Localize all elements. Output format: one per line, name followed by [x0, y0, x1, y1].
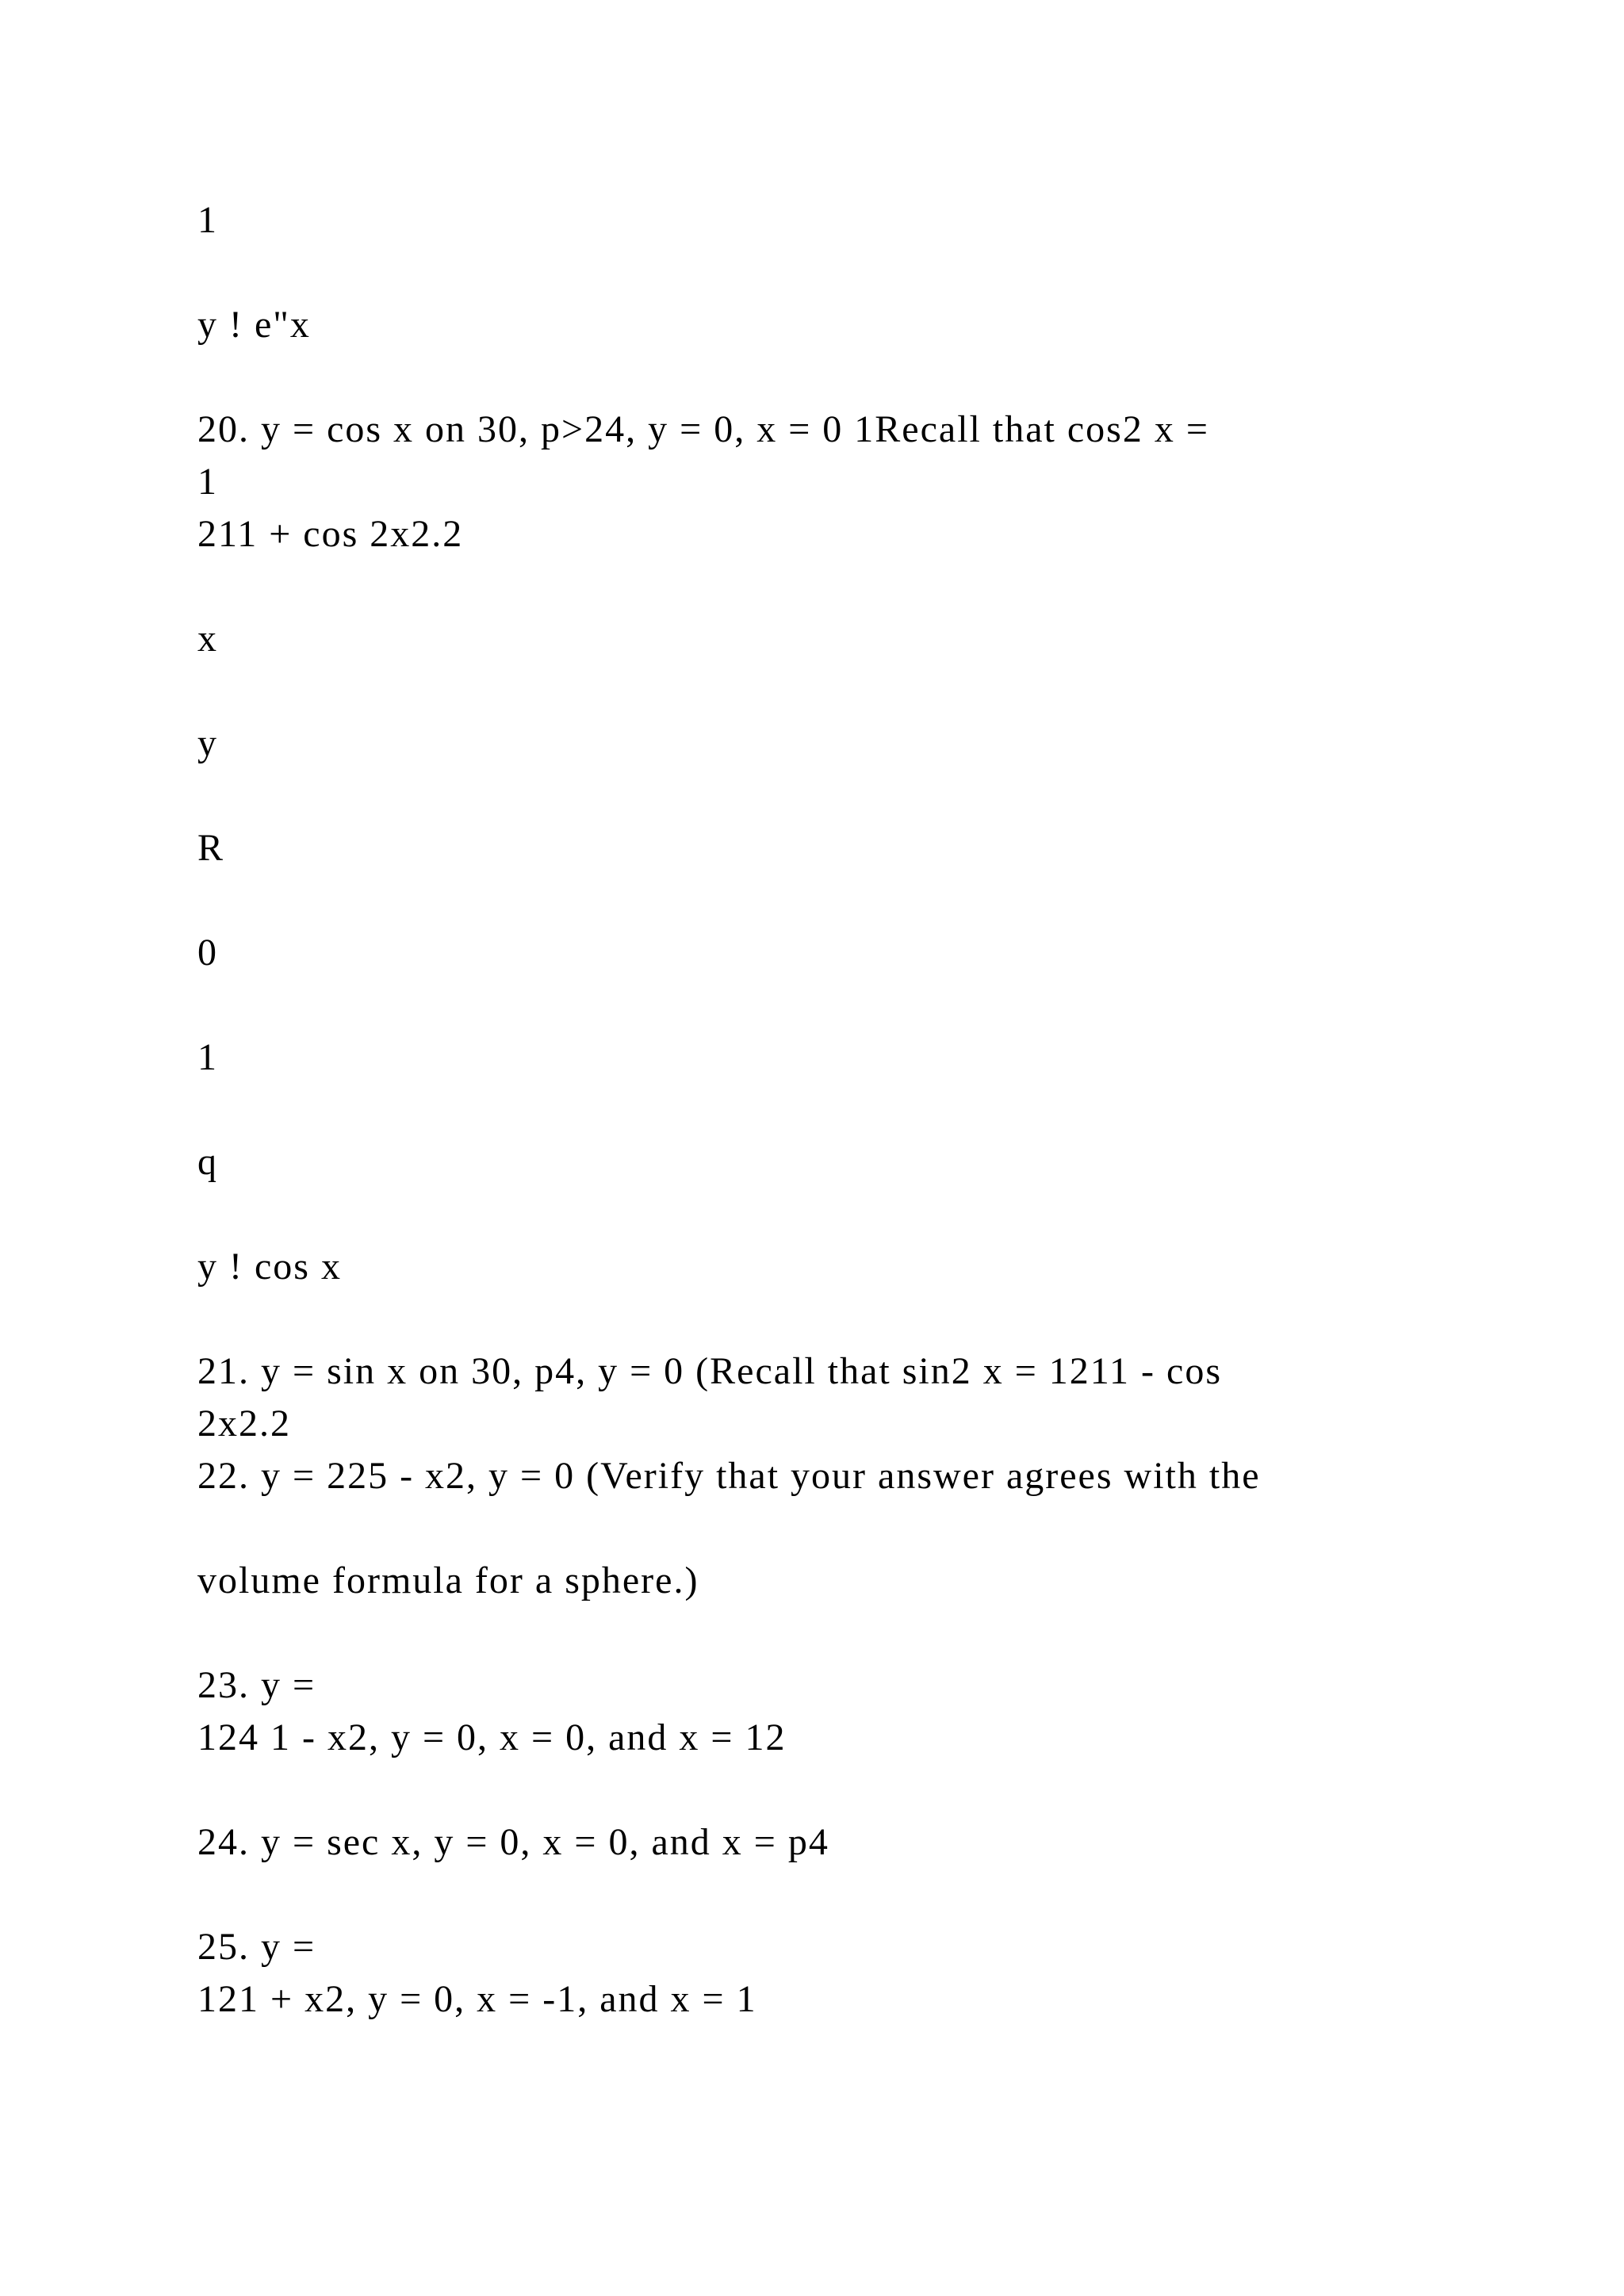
text-line: 2x2.2 [197, 1402, 291, 1445]
text-line: 24. y = sec x, y = 0, x = 0, and x = p4 [197, 1821, 829, 1863]
text-line: y [197, 722, 218, 764]
text-line: 25. y = [197, 1926, 316, 1968]
text-line: 1 [197, 1036, 218, 1078]
text-line: 0 [197, 932, 218, 974]
text-line: 21. y = sin x on 30, p4, y = 0 (Recall that sin2 x = 1211 - cos [197, 1350, 1222, 1392]
text-line: 1 [197, 199, 218, 241]
text-line: R [197, 827, 225, 869]
text-line: 124 1 - x2, y = 0, x = 0, and x = 12 [197, 1716, 787, 1758]
text-line: 23. y = [197, 1664, 316, 1706]
text-line: q [197, 1141, 218, 1183]
text-line: volume formula for a sphere.) [197, 1559, 699, 1601]
text-line: 1 [197, 461, 218, 503]
text-line: y ! e"x [197, 304, 311, 346]
text-line: 211 + cos 2x2.2 [197, 513, 464, 555]
text-line: y ! cos x [197, 1246, 342, 1288]
text-line: 20. y = cos x on 30, p>24, y = 0, x = 0 1Recall that cos2 x = [197, 408, 1209, 450]
text-line: 22. y = 225 - x2, y = 0 (Verify that your answer agrees with the [197, 1455, 1261, 1497]
text-line: x [197, 618, 218, 660]
text-line: 121 + x2, y = 0, x = -1, and x = 1 [197, 1978, 757, 2020]
